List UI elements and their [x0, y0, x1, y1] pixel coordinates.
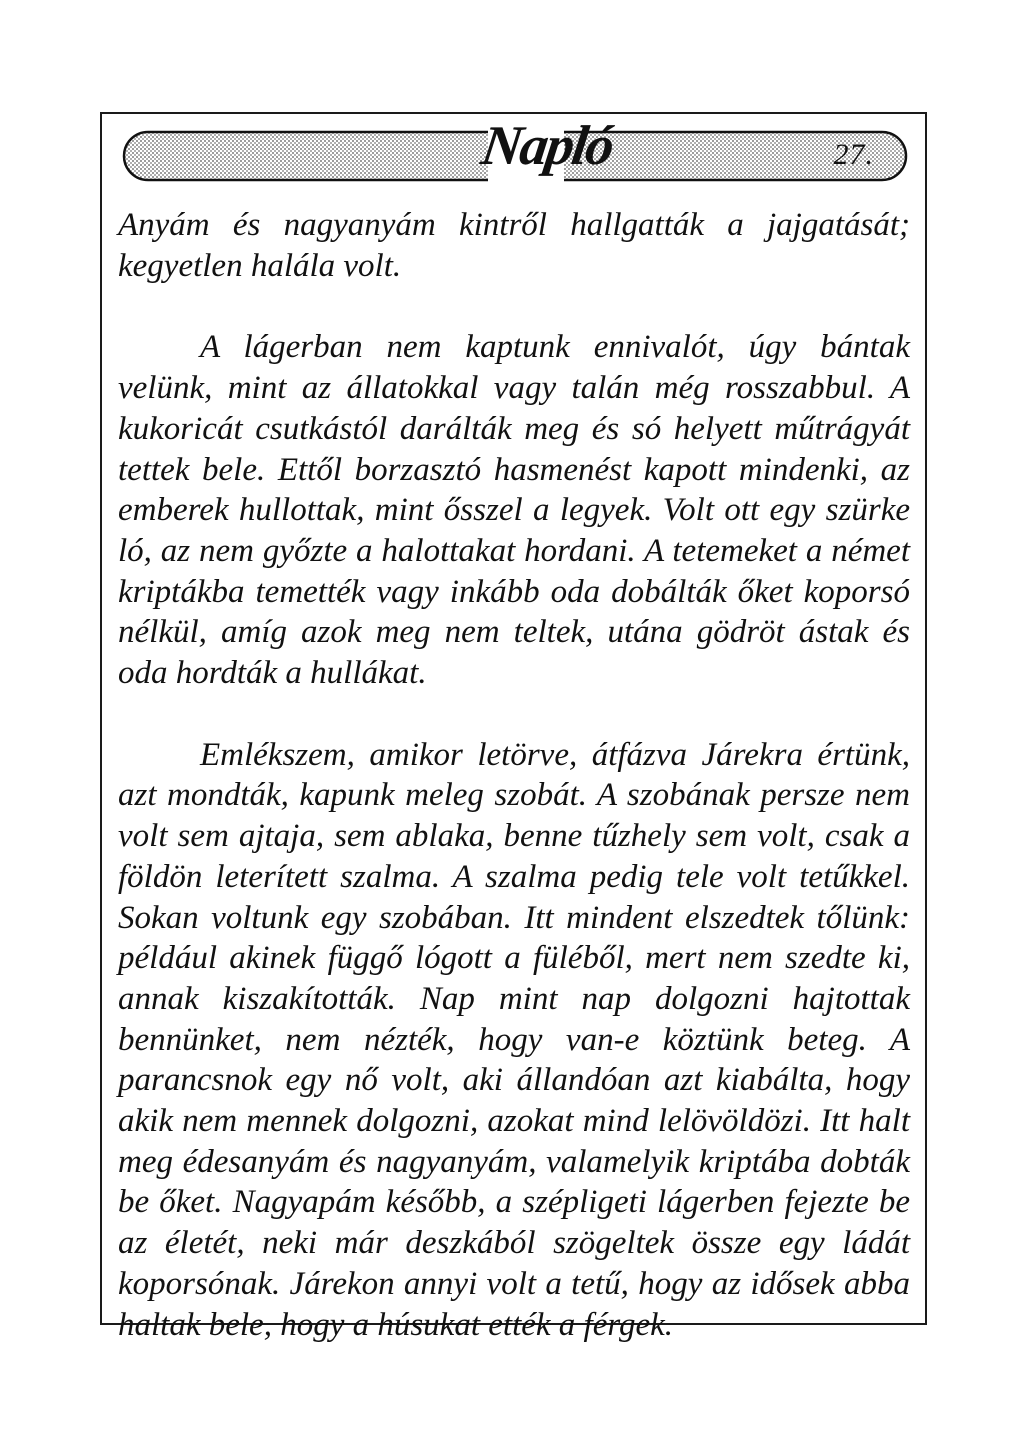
header-banner	[120, 115, 910, 184]
paragraph-3: Emlékszem, amikor letörve, átfázva Járekra értünk, azt mondták, kapunk meleg szobát. A szobának persze nem volt sem ajtaja, sem ablaka, benne tűzhely sem volt, csak a földön leterített szalma. A szalma pedig tele volt tetűkkel. Sokan voltunk egy szobában. Itt mindent elszedtek tőlünk: például akinek függő lógott a füléből, mert nem szedte ki, annak kiszakították. Nap mint nap dolgozni hajtottak bennünket, nem nézték, hogy van-e köztünk beteg. A parancsnok egy nő volt, aki állandóan azt kiabálta, hogy akik nem mennek dolgozni, azokat mind lelövöldözi. Itt halt meg édesanyám és nagyanyám, valamelyik kriptába dobták be őket. Nagyapám később, a szépligeti lágerben fejezte be az életét, neki már deszkából szögeltek össze egy ládát koporsónak. Járekon annyi volt a tetű, hogy az idősek abba haltak bele, hogy a húsukat ették a férgek.	[118, 736, 910, 1343]
page-number: 27.	[833, 138, 874, 171]
body-text	[118, 205, 910, 1345]
paragraph-1: Anyám és nagyanyám kintről hallgatták a jajgatását; kegyetlen halála volt.	[118, 207, 910, 284]
logo-naplo: Napló	[477, 115, 617, 177]
paragraph-2: A lágerban nem kaptunk ennivalót, úgy bántak velünk, mint az állatokkal vagy talán még rosszabbul. A kukoricát csutkástól darálták meg és só helyett műtrágyát tettek bele. Ettől borzasztó hasmenést kapott mindenki, az emberek hullottak, mint ősszel a legyek. Volt ott egy szürke ló, az nem győzte a halottakat hordani. A tetemeket a német kriptákba temették vagy inkább oda dobálták őket koporsó nélkül, amíg azok meg nem teltek, utána gödröt ástak és oda hordták a hullákat.	[118, 329, 910, 692]
